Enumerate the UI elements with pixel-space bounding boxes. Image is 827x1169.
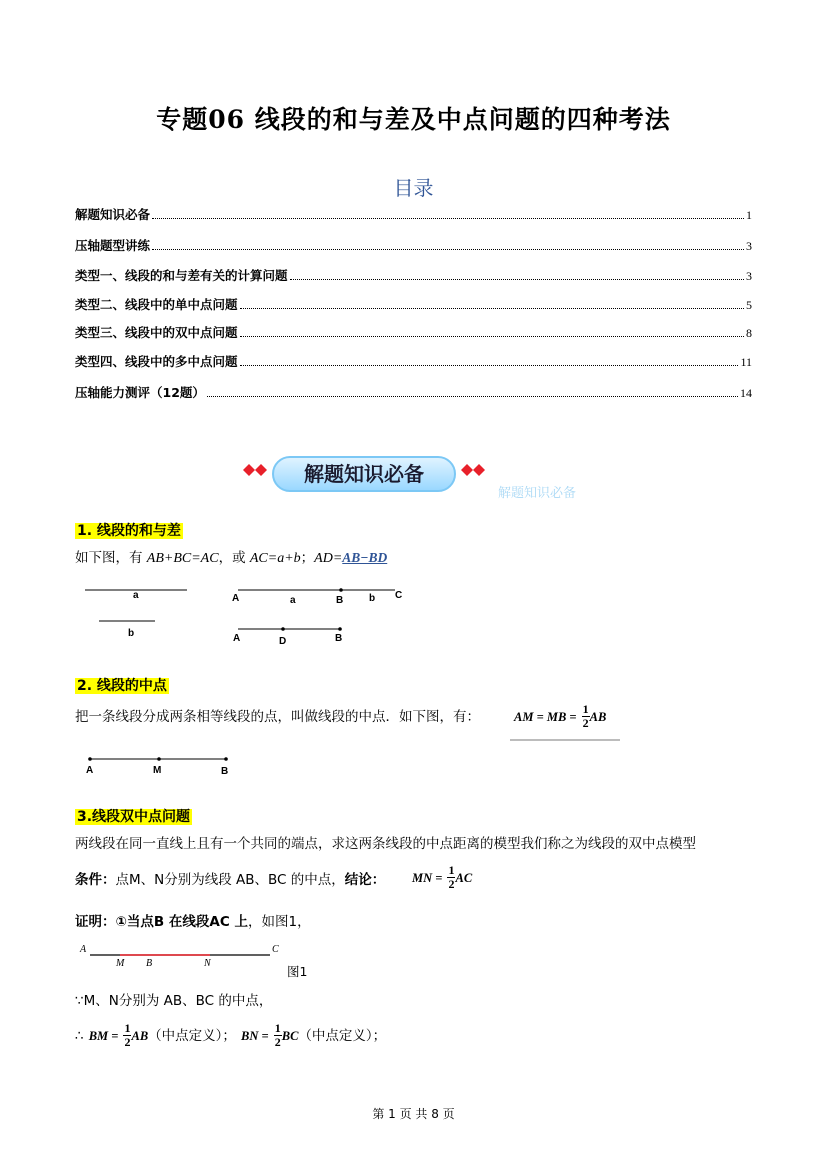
proof-case: ①当点B 在线段AC 上 <box>115 914 248 930</box>
banner-title: 解题知识必备 <box>304 462 424 486</box>
label-point-D: D <box>279 636 287 647</box>
formula-text: BC <box>281 1029 299 1043</box>
label-point-A: A <box>86 765 94 776</box>
fraction <box>582 703 590 730</box>
toc-item-label: 类型一、线段的和与差有关的计算问题 <box>75 268 288 283</box>
proof-line <box>75 912 311 932</box>
conclusion-label: 结论： <box>344 872 386 888</box>
toc-leader <box>207 396 738 397</box>
toc-item-page: 14 <box>740 386 752 400</box>
fraction-numerator: 1 <box>448 863 455 877</box>
paragraph: ∵M、N分别为 AB、BC 的中点， <box>75 993 273 1009</box>
paragraph: 把一条线段分成两条相等线段的点，叫做线段的中点．如下图，有： <box>75 709 480 725</box>
section-heading: 2. 线段的中点 <box>77 678 167 694</box>
toc-item-label: 类型三、线段中的双中点问题 <box>75 325 238 340</box>
condition-label: 条件： <box>75 872 116 888</box>
text: ，或 <box>218 550 250 566</box>
equation: AC=a+b <box>249 551 301 566</box>
fraction-numerator: 1 <box>124 1021 131 1035</box>
label-point-M: M <box>153 765 162 776</box>
label-point-B: B <box>335 633 343 644</box>
double-midpoint-figure <box>80 948 280 962</box>
toc-leader <box>152 249 744 250</box>
section-heading: 3.线段双中点问题 <box>77 809 191 825</box>
toc-item-page: 1 <box>746 208 752 222</box>
equation: AD= <box>314 551 343 566</box>
toc-item-page: 3 <box>746 239 752 253</box>
note-text: （中点定义）； <box>298 1028 387 1044</box>
label-point-B: B <box>146 958 153 969</box>
label-point-M: M <box>116 958 125 969</box>
banner-shadow-text: 解题知识必备 <box>498 486 577 501</box>
label-point-C: C <box>272 944 279 955</box>
label-b: b <box>128 628 135 639</box>
formula-text: MN = <box>412 871 443 885</box>
segment-figure-2 <box>80 752 240 766</box>
page-title: 专题06 线段的和与差及中点问题的四种考法 <box>156 105 671 134</box>
equation-link[interactable]: AB−BD <box>342 550 388 565</box>
toc-item[interactable] <box>75 205 752 223</box>
toc-item[interactable] <box>75 383 752 401</box>
paragraph: 两线段在同一直线上且有一个共同的端点，求这两条线段的中点距离的模型我们称之为线段的双中点模型 <box>75 836 696 852</box>
toc-item-label: 压轴能力测评（12题） <box>75 385 205 400</box>
formula-underline <box>510 738 622 742</box>
fraction-denominator: 2 <box>274 1035 281 1049</box>
toc-leader <box>240 336 744 337</box>
formula-text: BM = <box>88 1029 119 1043</box>
label-a: a <box>133 590 139 601</box>
toc-item-label: 解题知识必备 <box>75 207 151 222</box>
formula-text: AB <box>589 710 607 724</box>
condition-line <box>75 870 385 890</box>
toc-item-label: 压轴题型讲练 <box>75 238 151 253</box>
toc-leader <box>240 365 739 366</box>
segment-figure-1 <box>75 580 415 650</box>
fraction <box>274 1022 282 1049</box>
toc-heading: 目录 <box>393 176 434 200</box>
label-b: b <box>369 593 376 604</box>
toc-leader <box>152 218 744 219</box>
conclusion-formula <box>412 864 472 891</box>
toc-item[interactable] <box>75 236 752 254</box>
figure-caption: 图1 <box>287 964 308 979</box>
formula-text: AB <box>131 1029 149 1043</box>
formula-text: AM = MB = <box>514 710 577 724</box>
therefore-symbol: ∴ <box>75 1028 84 1044</box>
diamond-decoration-icon <box>456 460 492 480</box>
label-point-B: B <box>336 595 344 606</box>
label-point-A: A <box>80 944 87 955</box>
fraction-numerator: 1 <box>274 1021 281 1035</box>
toc-item-page: 11 <box>740 355 752 369</box>
fraction-denominator: 2 <box>124 1035 131 1049</box>
formula-text: BN = <box>241 1029 269 1043</box>
label-point-N: N <box>204 958 211 969</box>
toc-item[interactable] <box>75 352 752 370</box>
toc-item[interactable] <box>75 295 752 313</box>
toc-item-page: 3 <box>746 269 752 283</box>
fraction-denominator: 2 <box>448 877 455 891</box>
toc-leader <box>240 308 744 309</box>
text: 点M、N分别为线段 AB、BC 的中点， <box>115 872 345 888</box>
equation: AB+BC=AC <box>146 551 219 566</box>
midpoint-formula <box>514 703 606 730</box>
formula-text: AC <box>455 871 473 885</box>
toc-item[interactable] <box>75 323 752 341</box>
toc-item-label: 类型二、线段中的单中点问题 <box>75 297 238 312</box>
text: ； <box>300 550 315 566</box>
note-text: （中点定义）； <box>148 1028 236 1044</box>
fraction-numerator: 1 <box>582 702 589 716</box>
toc-item[interactable] <box>75 266 752 284</box>
page-footer: 第 1 页 共 8 页 <box>372 1107 455 1121</box>
proof-label: 证明： <box>75 914 116 930</box>
label-point-A: A <box>232 593 240 604</box>
derivation-line <box>75 1022 386 1049</box>
section-heading: 1. 线段的和与差 <box>77 523 181 539</box>
label-point-B: B <box>221 766 229 777</box>
label-a: a <box>290 595 296 606</box>
toc-item-label: 类型四、线段中的多中点问题 <box>75 354 238 369</box>
paragraph <box>75 548 387 569</box>
diamond-decoration-icon <box>236 460 272 480</box>
fraction-denominator: 2 <box>582 716 589 730</box>
toc-item-page: 8 <box>746 326 752 340</box>
label-point-C: C <box>395 590 403 601</box>
toc-item-page: 5 <box>746 298 752 312</box>
toc-leader <box>290 279 744 280</box>
text: ，如图1， <box>247 914 311 930</box>
text: 如下图，有 <box>75 550 147 566</box>
label-point-A: A <box>233 633 241 644</box>
